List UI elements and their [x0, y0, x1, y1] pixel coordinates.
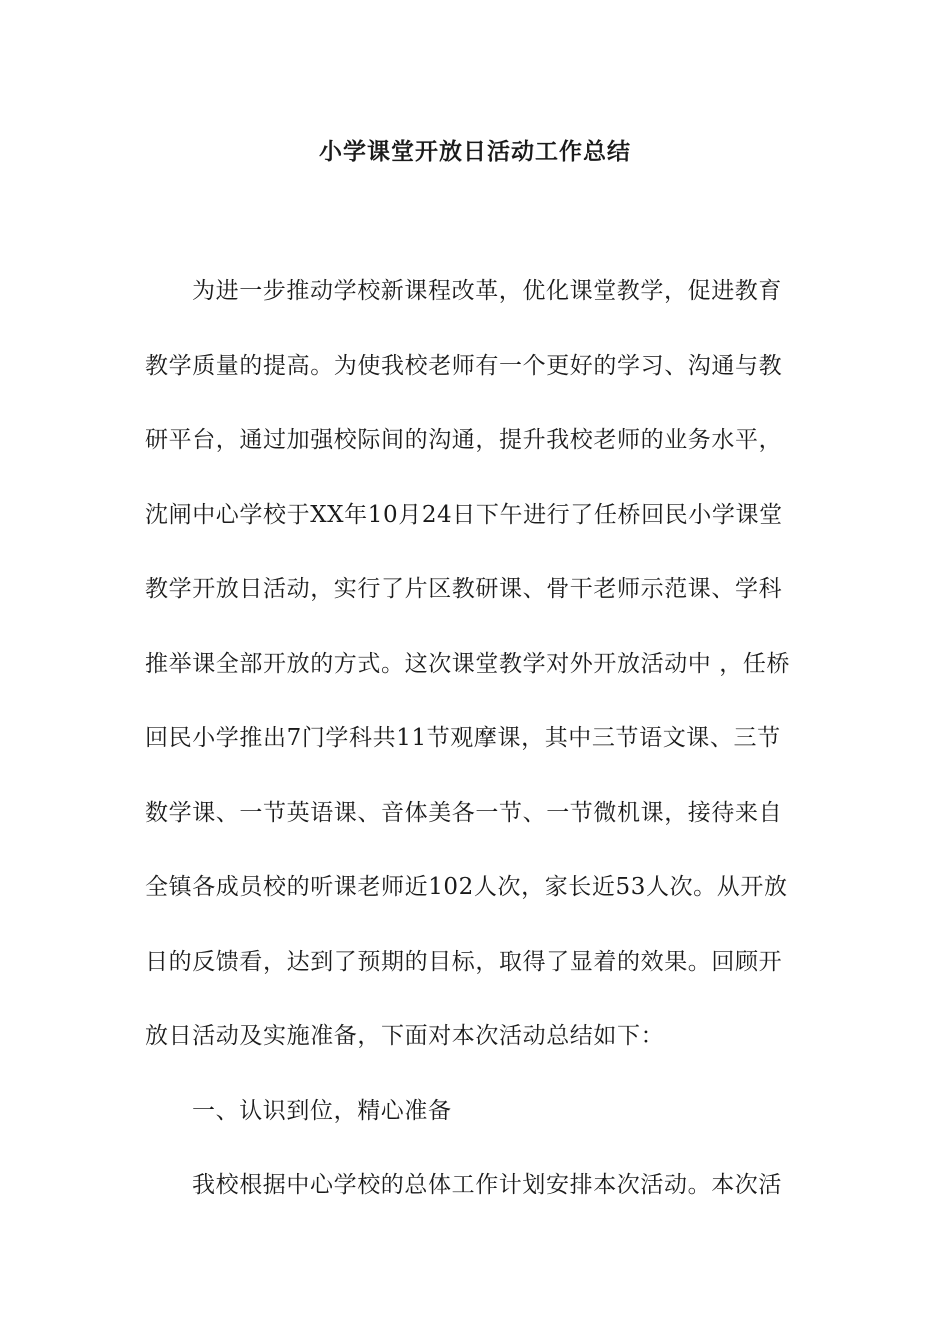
paragraph-line-9: 全镇各成员校的听课老师近102人次，家长近53人次。从开放 [145, 874, 788, 900]
paragraph-line-11: 放日活动及实施准备，下面对本次活动总结如下： [145, 1023, 665, 1049]
paragraph-line-1: 为进一步推动学校新课程改革，优化课堂教学，促进教育 [192, 278, 782, 304]
paragraph-line-4: 沈闸中心学校于XX年10月24日下午进行了任桥回民小学课堂 [145, 501, 783, 528]
document-title: 小学课堂开放日活动工作总结 [319, 138, 631, 165]
paragraph-line-2: 教学质量的提高。为使我校老师有一个更好的学习、沟通与教 [145, 352, 783, 379]
paragraph-line-13: 我校根据中心学校的总体工作计划安排本次活动。本次活 [192, 1172, 782, 1198]
paragraph-line-7: 回民小学推出7门学科共11节观摩课，其中三节语文课、三节 [145, 725, 781, 751]
paragraph-line-10: 日的反馈看，达到了预期的目标，取得了显着的效果。回顾开 [145, 948, 783, 975]
paragraph-line-8: 数学课、一节英语课、音体美各一节、一节微机课，接待来自 [145, 799, 783, 826]
paragraph-line-6: 推举课全部开放的方式。这次课堂教学对外开放活动中 ，任桥 [145, 650, 791, 677]
paragraph-line-3: 研平台，通过加强校际间的沟通，提升我校老师的业务水平， [145, 427, 783, 453]
document-body [145, 254, 807, 1223]
section-heading: 一、认识到位，精心准备 [192, 1097, 452, 1124]
paragraph-line-5: 教学开放日活动，实行了片区教研课、骨干老师示范课、学科 [145, 576, 783, 602]
